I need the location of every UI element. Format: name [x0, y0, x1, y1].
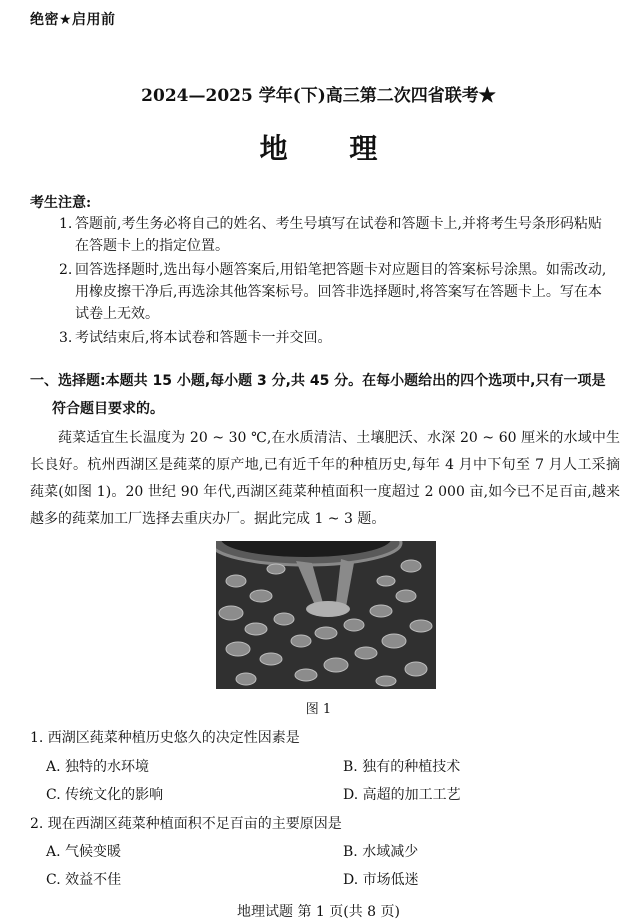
question-1-option-c: C. 传统文化的影响 [46, 787, 164, 803]
question-2-option-d: D. 市场低迷 [343, 872, 419, 888]
notice-item-text: 回答选择题时,选出每小题答案后,用铅笔把答题卡对应题目的答案标号涂黑。如需改动,用橡皮擦干净后,再选涂其他答案标号。回答非选择题时,将答案写在答题卡上。写在本试卷上无效。 [75, 262, 607, 322]
page-footer: 地理试题 第 1 页(共 8 页) [237, 904, 400, 920]
question-1-option-d: D. 高超的加工工艺 [343, 787, 461, 803]
question-1-option-b: B. 独有的种植技术 [343, 759, 461, 775]
question-1-option-a: A. 独特的水环境 [46, 759, 150, 775]
notice-item-text: 考试结束后,将本试卷和答题卡一并交回。 [75, 330, 332, 346]
figure-photo-water-shield-harvest [216, 541, 436, 689]
section-heading [30, 367, 620, 423]
section-heading-line2: 符合题目要求的。 [52, 401, 164, 417]
notice-item [59, 327, 615, 349]
notice-item [59, 213, 615, 257]
subject-title: 地 理 [259, 132, 404, 165]
photo-illustration [216, 541, 436, 689]
section-heading-line1: 一、选择题:本题共 15 小题,每小题 3 分,共 45 分。在每小题给出的四个选项中,只有一项是 [30, 373, 606, 389]
notice-item-number: 1. [59, 216, 73, 232]
notice-heading: 考生注意: [30, 195, 92, 211]
question-1-stem: 1. 西湖区莼菜种植历史悠久的决定性因素是 [30, 730, 300, 746]
exam-title: 2024—2025 学年(下)高三第二次四省联考★ [141, 86, 496, 106]
question-2-option-a: A. 气候变暖 [46, 844, 122, 860]
figure-caption: 图 1 [305, 702, 332, 717]
question-2-option-c: C. 效益不佳 [46, 872, 122, 888]
notice-item [59, 259, 615, 325]
confidential-label: 绝密★启用前 [30, 12, 116, 28]
notice-list [59, 213, 615, 351]
question-2-option-b: B. 水域减少 [343, 844, 419, 860]
notice-item-number: 3. [59, 330, 73, 346]
notice-item-number: 2. [59, 262, 73, 278]
notice-item-text: 答题前,考生务必将自己的姓名、考生号填写在试卷和答题卡上,并将考生号条形码粘贴在答题卡上的指定位置。 [75, 216, 602, 254]
reading-passage: 莼菜适宜生长温度为 20 ~ 30 ℃,在水质清洁、土壤肥沃、水深 20 ~ 60 厘米的水域中生长良好。杭州西湖区是莼菜的原产地,已有近千年的种植历史,每年 4 月中下旬至 7 月人工采摘莼菜(如图 1)。20 世纪 90 年代,西湖区莼菜种植面积一度超过 2 000 亩,如今已不足百亩,越来越多的莼菜加工厂选择去重庆办厂。据此完成 1 ~ 3 题。 [30, 430, 620, 527]
question-2-stem: 2. 现在西湖区莼菜种植面积不足百亩的主要原因是 [30, 816, 342, 832]
